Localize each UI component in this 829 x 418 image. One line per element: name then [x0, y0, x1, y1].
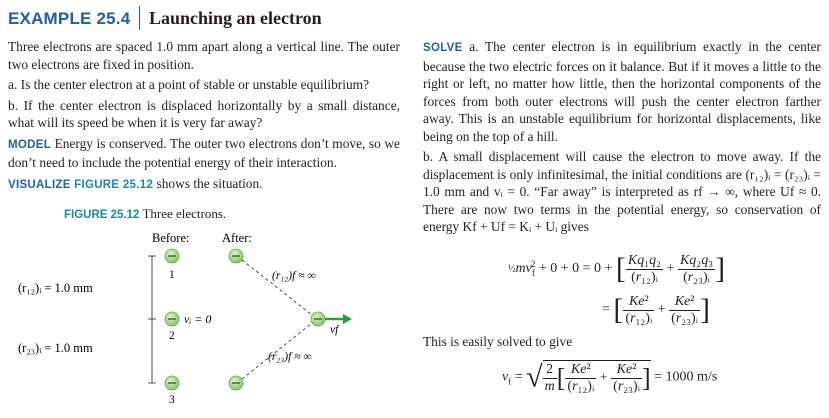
- visualize-text: shows the situation.: [156, 175, 263, 191]
- final-speed-equation: $v_f$ = √ $\frac{2}{m}$ [ $\frac{\text{Ke²}}{\text{(r₁₂)ᵢ}}$ + $\frac{\text{Ke²}}{\text{(r₂₃)ᵢ}}$ ] = 1000 m/s: [502, 360, 718, 394]
- solved-text: This is easily solved to give: [423, 334, 573, 349]
- figure-caption-number: FIGURE 25.12: [64, 209, 140, 221]
- example-title: Launching an electron: [149, 8, 322, 28]
- final-velocity-arrowhead: [343, 314, 352, 324]
- r23-final-label: (r₂₃)f ≈ ∞: [268, 351, 312, 363]
- after-label: After:: [222, 231, 252, 245]
- energy-equation: $\frac{1}{2}mv_f^2 + 0 + 0 = 0$ + [ $\frac{\text{Kq₁q₂}}{\text{(r₁₂)ᵢ}}$ + $\frac{\text{Kq₂q₃}}{\text{(r₂₃)ᵢ}}$ ]: [508, 252, 726, 285]
- model-paragraph: [8, 135, 400, 172]
- solve-keyword: SOLVE: [423, 42, 463, 54]
- question-b: b. If the center electron is displaced horizontally by a small distance, what will its speed be when it is very far away?: [8, 97, 400, 130]
- electron-3-number: 3: [169, 394, 175, 406]
- solve-a-text: a. The center electron is in equilibrium exactly in the center because the two electric forces on it balance. But if it moves a little to the right or left, no matter how little, then the horizontal components of the forces from both outer electrons will push the center electron farther away. This is an unstable equilibrium for horizontal displacements, like being on the top of a hill.: [423, 39, 821, 144]
- figure-caption: [64, 206, 226, 222]
- initial-velocity-label: vᵢ = 0: [184, 312, 212, 326]
- header-divider: [139, 6, 140, 30]
- electron-2-number: 2: [169, 330, 175, 342]
- dashed-line-r12: [242, 260, 312, 315]
- right-column: [423, 38, 821, 236]
- problem-intro: Three electrons are spaced 1.0 mm apart along a vertical line. The outer two electrons are fixed in position.: [8, 39, 400, 72]
- figure-caption-text: Three electrons.: [142, 206, 227, 221]
- question-a: a. Is the center electron at a point of stable or unstable equilibrium?: [8, 77, 370, 92]
- before-label: Before:: [152, 231, 190, 245]
- solve-b-text: b. A small displacement will cause the electron to move away. If the displacement is only infinitesimal, the initial conditions are (r₁₂)ᵢ = (r₂₃)ᵢ = 1.0 mm and vᵢ = 0. “Far away” is interpreted as rf → ∞, where Uf ≈ 0. There are now two terms in the potential energy, so conservation of energy Kf + Uf = Kᵢ + Uᵢ gives: [423, 149, 821, 234]
- final-velocity-label: vf: [330, 324, 339, 336]
- model-text: Energy is conserved. The outer two electrons don’t move, so we don’t need to include the potential energy of their interaction.: [8, 135, 400, 170]
- example-label: EXAMPLE 25.4: [8, 9, 131, 28]
- r12-initial-label: (r₁₂)ᵢ = 1.0 mm: [18, 281, 93, 295]
- electron-1-number: 1: [169, 269, 175, 281]
- electron-figure: [0, 226, 400, 418]
- model-keyword: MODEL: [8, 138, 52, 151]
- r23-initial-label: (r₂₃)ᵢ = 1.0 mm: [18, 341, 93, 355]
- visualize-keyword: VISUALIZE: [8, 178, 71, 191]
- left-column: [8, 38, 400, 194]
- r12-final-label: (r₁₂)f ≈ ∞: [272, 270, 316, 282]
- figure-reference-link[interactable]: FIGURE 25.12: [74, 178, 154, 191]
- final-speed-result: = 1000 m/s: [654, 369, 718, 385]
- energy-equation-simplified: = [ $\frac{\text{Ke²}}{\text{(r₁₂)ᵢ}}$ + $\frac{\text{Ke²}}{\text{(r₂₃)ᵢ}}$ ]: [602, 293, 710, 326]
- visualize-paragraph: [8, 175, 400, 195]
- solve-a-paragraph: [423, 38, 821, 145]
